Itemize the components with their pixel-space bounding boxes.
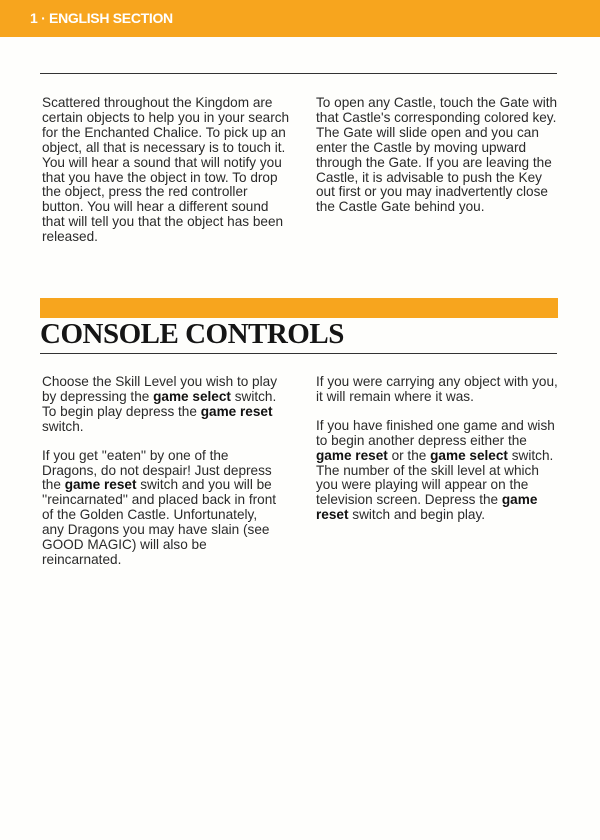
section-title: CONSOLE CONTROLS — [40, 318, 344, 350]
console-right-paragraph-1: If you were carrying any object with you, it will remain where it was. — [316, 374, 558, 404]
top-rule — [40, 73, 557, 74]
top-left-column — [42, 96, 292, 259]
console-right-column — [316, 375, 560, 537]
top-right-column — [316, 96, 560, 229]
console-left-column — [42, 375, 280, 582]
section-band — [40, 298, 558, 318]
console-right-paragraph-2: If you have finished one game and wish to begin another depress either the game reset or the game select switch. The number of the skill level at which you were playing will appear on the television screen. Depress the game reset switch and begin play. — [316, 417, 555, 523]
section-rule — [40, 353, 557, 354]
header-band — [0, 0, 600, 37]
console-left-paragraph-1: Choose the Skill Level you wish to play by depressing the game select switch. To begin play depress the game reset switch. — [42, 374, 277, 434]
top-right-paragraph: To open any Castle, touch the Gate with that Castle's corresponding colored key. The Gate will slide open and you can enter the Castle by moving upward through the Gate. If you are leaving the Castle, it is advisable to push the Key out first or you may inadvertently close the Castle Gate behind you. — [316, 95, 558, 215]
section-label: 1 · ENGLISH SECTION — [30, 10, 173, 26]
console-left-paragraph-2: If you get ''eaten'' by one of the Dragons, do not despair! Just depress the game reset switch and you will be ''reincarnated'' and placed back in front of the Golden Castle. Unfortunately, any Dragons you may have slain (see GOOD MAGIC) will also be reincarnated. — [42, 447, 277, 567]
top-left-paragraph: Scattered throughout the Kingdom are certain objects to help you in your search for the Enchanted Chalice. To pick up an object, all that is necessary is to touch it. You will hear a sound that will notify you that you have the object in tow. To drop the object, press the red controller button. You will hear a different sound that will tell you that the object has been released. — [42, 95, 290, 245]
